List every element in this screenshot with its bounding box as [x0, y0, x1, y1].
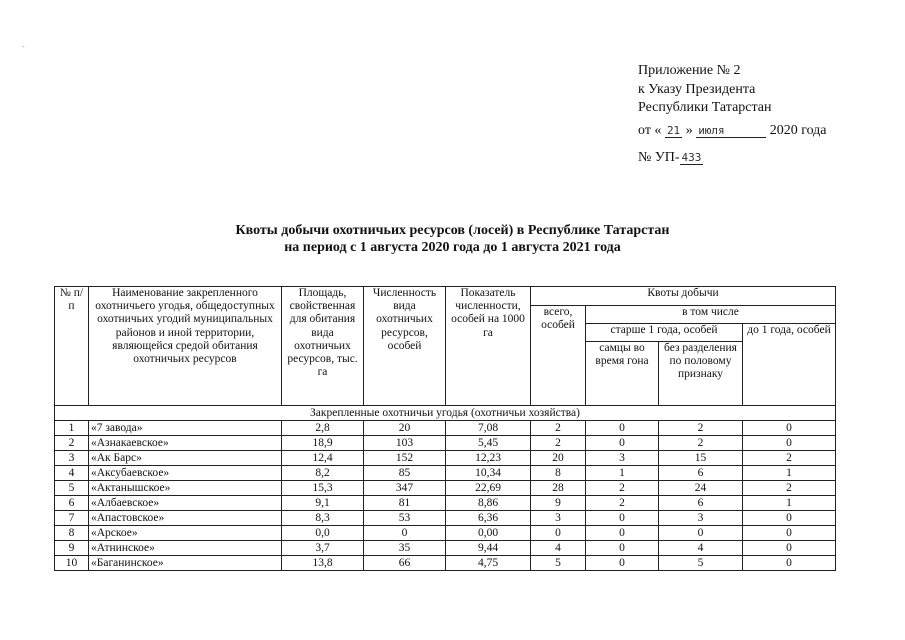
date-month: июля: [696, 124, 766, 138]
header-including: в том числе: [586, 306, 836, 324]
row-num: 10: [55, 556, 89, 571]
row-area: 12,4: [282, 451, 364, 466]
row-nogender: 24: [659, 481, 743, 496]
row-total: 20: [531, 451, 586, 466]
number-value: 433: [681, 151, 702, 164]
table-row: [55, 511, 836, 526]
row-nogender: 6: [659, 496, 743, 511]
row-nogender: 3: [659, 511, 743, 526]
page-mark: -: [22, 42, 25, 51]
row-num: 2: [55, 436, 89, 451]
row-num: 7: [55, 511, 89, 526]
table-row: [55, 436, 836, 451]
row-under1: 2: [743, 451, 836, 466]
row-population: 0: [364, 526, 446, 541]
row-total: 0: [531, 526, 586, 541]
row-density: 8,86: [446, 496, 531, 511]
table-body: [55, 406, 836, 571]
date-day: 21: [666, 124, 681, 137]
row-males: 0: [586, 556, 659, 571]
row-total: 5: [531, 556, 586, 571]
row-num: 1: [55, 421, 89, 436]
row-nogender: 5: [659, 556, 743, 571]
row-nogender: 0: [659, 526, 743, 541]
row-males: 2: [586, 496, 659, 511]
title-line-2: на период с 1 августа 2020 года до 1 августа 2021 года: [284, 240, 621, 255]
row-name: «Аксубаевское»: [89, 466, 282, 481]
row-name: «Албаевское»: [89, 496, 282, 511]
row-under1: 0: [743, 526, 836, 541]
section-header: Закрепленные охотничьи угодья (охотничьи хозяйства): [55, 406, 836, 421]
row-nogender: 2: [659, 436, 743, 451]
header-population: Численность вида охотничьих ресурсов, особей: [364, 287, 446, 406]
row-density: 4,75: [446, 556, 531, 571]
row-name: «Атнинское»: [89, 541, 282, 556]
row-males: 0: [586, 526, 659, 541]
row-nogender: 6: [659, 466, 743, 481]
row-population: 81: [364, 496, 446, 511]
appendix-decree: к Указу Президента: [638, 81, 756, 97]
header-nogender: без разделения по половому признаку: [659, 342, 743, 406]
decree-number: [638, 150, 703, 166]
header-quotas: Квоты добычи: [531, 287, 836, 306]
row-area: 3,7: [282, 541, 364, 556]
row-num: 8: [55, 526, 89, 541]
row-under1: 2: [743, 481, 836, 496]
header-area: Площадь, свойственная для обитания вида охотничьих ресурсов, тыс. га: [282, 287, 364, 406]
row-density: 10,34: [446, 466, 531, 481]
header-name: Наименование закрепленного охотничьего угодья, общедоступных охотничьих угодий муниципальных районов и иной территории, являющейся средой обитания охотничьих ресурсов: [89, 287, 282, 406]
row-total: 2: [531, 421, 586, 436]
row-total: 4: [531, 541, 586, 556]
row-population: 103: [364, 436, 446, 451]
table-row: [55, 451, 836, 466]
appendix-number: Приложение № 2: [638, 63, 741, 78]
row-area: 8,3: [282, 511, 364, 526]
row-population: 53: [364, 511, 446, 526]
row-density: 7,08: [446, 421, 531, 436]
table-row: [55, 526, 836, 541]
row-area: 0,0: [282, 526, 364, 541]
row-males: 0: [586, 421, 659, 436]
row-population: 347: [364, 481, 446, 496]
header-density: Показатель численности, особей на 1000 га: [446, 287, 531, 406]
row-density: 22,69: [446, 481, 531, 496]
row-density: 6,36: [446, 511, 531, 526]
row-total: 8: [531, 466, 586, 481]
row-population: 35: [364, 541, 446, 556]
row-population: 152: [364, 451, 446, 466]
row-area: 8,2: [282, 466, 364, 481]
row-density: 0,00: [446, 526, 531, 541]
table-row: [55, 556, 836, 571]
row-name: «Арское»: [89, 526, 282, 541]
row-nogender: 2: [659, 421, 743, 436]
number-prefix: № УП-: [638, 150, 680, 165]
row-males: 0: [586, 541, 659, 556]
row-total: 3: [531, 511, 586, 526]
row-population: 20: [364, 421, 446, 436]
title-line-1: Квоты добычи охотничьих ресурсов (лосей) в Республике Татарстан: [235, 223, 670, 238]
header-num: № п/п: [55, 287, 89, 406]
row-total: 28: [531, 481, 586, 496]
header-under1: до 1 года, особей: [743, 324, 836, 406]
row-area: 15,3: [282, 481, 364, 496]
row-males: 2: [586, 481, 659, 496]
row-under1: 0: [743, 511, 836, 526]
row-density: 12,23: [446, 451, 531, 466]
row-nogender: 4: [659, 541, 743, 556]
header-older: старше 1 года, особей: [586, 324, 743, 342]
row-under1: 0: [743, 421, 836, 436]
row-under1: 1: [743, 466, 836, 481]
row-total: 2: [531, 436, 586, 451]
date-prefix: от «: [638, 123, 662, 138]
table-row: [55, 481, 836, 496]
row-density: 5,45: [446, 436, 531, 451]
row-males: 0: [586, 436, 659, 451]
table-row: [55, 496, 836, 511]
row-name: «Ак Барс»: [89, 451, 282, 466]
row-total: 9: [531, 496, 586, 511]
decree-date: [638, 123, 827, 139]
row-num: 9: [55, 541, 89, 556]
row-population: 85: [364, 466, 446, 481]
table-row: [55, 541, 836, 556]
row-area: 18,9: [282, 436, 364, 451]
row-area: 9,1: [282, 496, 364, 511]
table-row: [55, 466, 836, 481]
date-suffix: 2020 года: [769, 123, 827, 138]
row-under1: 0: [743, 556, 836, 571]
row-name: «Актанышское»: [89, 481, 282, 496]
row-males: 3: [586, 451, 659, 466]
row-population: 66: [364, 556, 446, 571]
row-under1: 0: [743, 541, 836, 556]
row-name: «Баганинское»: [89, 556, 282, 571]
row-name: «7 завода»: [89, 421, 282, 436]
row-density: 9,44: [446, 541, 531, 556]
row-under1: 1: [743, 496, 836, 511]
row-num: 5: [55, 481, 89, 496]
appendix-republic: Республики Татарстан: [638, 100, 772, 115]
table-row: [55, 421, 836, 436]
row-area: 2,8: [282, 421, 364, 436]
row-under1: 0: [743, 436, 836, 451]
row-num: 3: [55, 451, 89, 466]
row-num: 4: [55, 466, 89, 481]
date-mid: »: [685, 123, 693, 138]
row-nogender: 15: [659, 451, 743, 466]
appendix-block: [638, 62, 772, 118]
header-total: всего, особей: [531, 306, 586, 406]
row-males: 0: [586, 511, 659, 526]
row-num: 6: [55, 496, 89, 511]
row-males: 1: [586, 466, 659, 481]
document-title: [0, 222, 905, 256]
row-name: «Апастовское»: [89, 511, 282, 526]
quota-table: [54, 286, 836, 571]
header-males: самцы во время гона: [586, 342, 659, 406]
row-name: «Азнакаевское»: [89, 436, 282, 451]
row-area: 13,8: [282, 556, 364, 571]
